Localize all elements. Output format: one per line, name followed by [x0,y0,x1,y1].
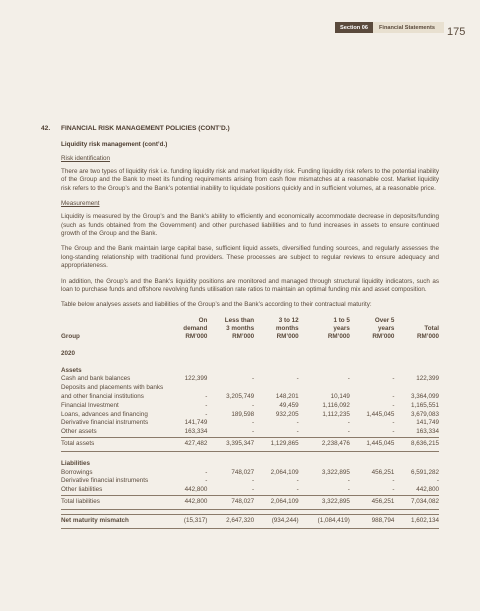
subheading: Liquidity risk management (cont’d.) [61,141,168,148]
table-cell: (1,084,419) [299,514,350,528]
row-label: Net maturity mismatch [61,514,169,528]
header-line: On [198,316,208,324]
table-row [61,477,439,486]
table-cell: - [205,468,208,476]
table-cell: 8,636,215 [394,438,439,452]
row-label: Derivative financial instruments [61,477,149,485]
table-cell: - [205,393,208,401]
header-line: RM’000 [327,332,350,340]
row-label: Financial Investment [61,401,119,409]
column-header-less-than-3-months [207,317,254,341]
year-label: 2020 [61,349,76,357]
table-cell: 148,201 [275,393,299,401]
table-cell: 3,364,099 [410,393,439,401]
table-intro: Table below analyses assets and liabilities of the Group’s and the Bank’s according to their contractual maturity: [61,301,372,309]
table-cell [299,384,350,393]
risk-identification-heading: Risk identification [61,155,110,162]
table-cell: 748,027 [207,496,254,510]
table-cell: - [252,375,255,383]
header-line: years [377,324,395,332]
header-line: months [275,324,299,332]
risk-identification-paragraph: There are two types of liquidity risk i.e. funding liquidity risk and market liquidity risk. Funding liquidity risk refers to the potential inability of the Group and the Bank to meet its funding requirements arising from cash flow mismatches at a reasonable cost. Market liquidity risk refers to the Group’s and the Bank’s potential inability to liquidate positions quickly and in sufficient volumes, at a reasonable price. [61,168,439,192]
row-label: Other liabilities [61,486,103,494]
row-label: Total liabilities [61,496,169,510]
table-row [61,402,439,411]
table-row [61,419,439,428]
total-liabilities-row [61,496,439,510]
row-label: Deposits and placements with banks [61,384,164,392]
table-cell: - [347,419,350,427]
header-line: years [333,324,350,332]
total-assets-row [61,438,439,452]
table-cell: - [296,486,299,494]
table-cell: - [392,393,395,401]
table-cell: - [252,401,255,409]
table-cell [254,384,299,393]
table-cell: 442,800 [169,496,207,510]
header-line: Over 5 [374,316,395,324]
table-row [61,384,439,393]
table-cell: 163,334 [416,428,439,436]
header-line: Less than [224,316,255,324]
table-cell: - [205,410,208,418]
table-cell: 3,322,895 [299,496,350,510]
table-cell: - [347,375,350,383]
table-cell: 442,800 [416,486,439,494]
row-label: Borrowings [61,468,93,476]
table-cell: - [205,477,208,485]
table-row [61,375,439,384]
row-label: Loans, advances and financing [61,410,148,418]
table-cell: 1,445,045 [350,438,395,452]
maturity-table [61,317,439,529]
table-cell: 3,205,749 [226,393,255,401]
table-cell: 442,800 [184,486,208,494]
row-label: Other assets [61,428,97,436]
table-cell: 163,334 [184,428,208,436]
table-cell: 1,165,551 [410,401,439,409]
table-row [61,428,439,437]
table-cell: - [392,477,395,485]
header-line: 3 months [226,324,255,332]
row-label: and other financial institutions [61,393,144,401]
header-line: RM’000 [185,332,208,340]
table-cell: 2,064,109 [270,468,299,476]
table-cell [207,384,254,393]
header-bar [335,22,444,33]
table-cell: 2,647,320 [207,514,254,528]
table-cell: - [392,375,395,383]
measurement-paragraph: In addition, the Group’s and the Bank’s liquidity positions are monitored and managed through structural liquidity indicators, such as loan to purchase funds and offshore revolving funds utilisation rate ratios to maintain an optimal funding mix and asset composition. [61,277,439,294]
table-cell: 932,205 [275,410,299,418]
table-cell: - [347,477,350,485]
table-cell: 748,027 [231,468,255,476]
table-cell: 1,445,045 [366,410,395,418]
table-cell: 7,034,082 [394,496,439,510]
table-cell: 988,794 [350,514,395,528]
table-cell: 122,399 [416,375,439,383]
table-cell: - [392,419,395,427]
table-cell: 141,749 [184,419,208,427]
table-cell: - [296,428,299,436]
table-cell: (934,244) [254,514,299,528]
assets-heading: Assets [61,366,82,374]
column-header-on-demand [169,317,207,341]
table-cell: - [392,486,395,494]
table-cell: - [296,375,299,383]
table-header-row [61,317,439,341]
table-cell [350,384,395,393]
table-cell: - [436,477,439,485]
measurement-heading: Measurement [61,200,100,208]
table-cell: 1,602,134 [394,514,439,528]
table-body [61,341,439,528]
table-cell: - [347,486,350,494]
row-label: Derivative financial instruments [61,419,149,427]
year-row [61,341,439,363]
table-cell: 1,112,235 [322,410,350,418]
table-cell: 456,251 [371,468,395,476]
note-title: FINANCIAL RISK MANAGEMENT POLICIES (CONT’D.) [61,125,230,132]
table-cell: 10,149 [330,393,350,401]
table-row [61,393,439,402]
section-label: Section 06 [335,22,373,33]
header-line: Total [424,324,439,332]
table-cell: - [252,428,255,436]
table-cell [394,384,439,393]
table-cell: 122,399 [184,375,208,383]
column-header-group [61,317,169,341]
table-cell: 6,591,282 [410,468,439,476]
header-line: RM’000 [416,332,439,340]
table-cell: 427,482 [169,438,207,452]
page-number: 175 [447,26,466,38]
table-cell: (15,317) [169,514,207,528]
header-line: RM’000 [276,332,299,340]
table-cell: - [296,477,299,485]
measurement-paragraph: The Group and the Bank maintain large capital base, sufficient liquid assets, diversified funding sources, and regularly assesses the long-standing relationship with traditional fund providers. These processes are subject to regular reviews to ensure adequacy and appropriateness. [61,245,439,270]
table-cell: 2,238,476 [299,438,350,452]
header-line: RM’000 [232,332,255,340]
header-line: 3 to 12 [278,316,299,324]
table-row [61,486,439,495]
column-header-3-to-12-months [254,317,299,341]
table-cell: 3,679,083 [410,410,439,418]
table-cell: - [392,428,395,436]
table-cell: 141,749 [416,419,439,427]
liabilities-heading: Liabilities [61,459,91,467]
table-cell: - [252,419,255,427]
table-cell [169,384,207,393]
section-row [61,363,439,376]
table-cell: 3,322,895 [321,468,350,476]
table-cell: - [392,401,395,409]
column-header-1-to-5-years [299,317,350,341]
table-row [61,411,439,420]
table-cell: 1,116,092 [322,401,350,409]
table-cell: 456,251 [350,496,395,510]
section-row [61,456,439,469]
measurement-paragraph: Liquidity is measured by the Group’s and the Bank’s ability to efficiently and economically accommodate decrease in deposits/funding (such as funds obtained from the Government) and other purchased liabilities and to fund increases in assets to ensure continued growth of the Group and the Bank. [61,213,439,238]
table-cell: 189,598 [231,410,255,418]
row-label: Total assets [61,438,169,452]
note-content [61,141,439,529]
table-cell: 1,129,865 [254,438,299,452]
table-cell: 3,395,347 [207,438,254,452]
table-cell: - [252,477,255,485]
table-cell: 49,459 [279,401,299,409]
row-label: Cash and bank balances [61,375,131,383]
note-number: 42. [41,125,51,132]
net-maturity-mismatch-row [61,514,439,528]
table-cell: - [296,419,299,427]
section-title: Financial Statements [373,22,444,33]
table-cell: - [205,401,208,409]
table-cell: 2,064,109 [254,496,299,510]
column-header-total [394,317,439,341]
table-row [61,469,439,478]
table-cell: - [347,428,350,436]
header-line: Group [61,332,80,340]
column-header-over-5-years [350,317,395,341]
header-line: demand [183,324,208,332]
header-line: RM’000 [372,332,395,340]
header-line: 1 to 5 [333,316,350,324]
table-cell: - [252,486,255,494]
